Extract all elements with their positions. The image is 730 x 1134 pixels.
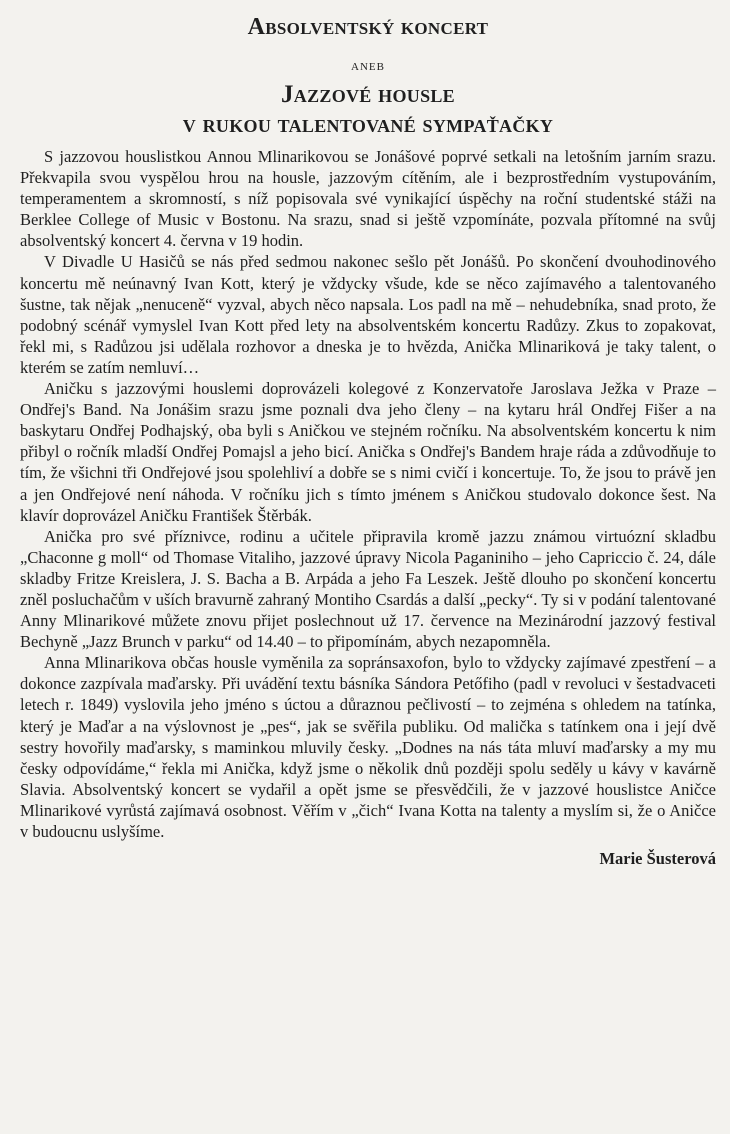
article-body	[20, 146, 716, 842]
title-connector: ANEB	[351, 61, 385, 73]
article-subtitle-line2: v rukou talentované sympaťačky	[182, 111, 554, 138]
author-signature: Marie Šusterová	[599, 849, 716, 869]
paragraph: Aničku s jazzovými houslemi doprovázeli kolegové z Konzervatoře Jaroslava Ježka v Praze – Ondřej's Band. Na Jonášim srazu jsme poznali dva jeho členy – na kytaru hrál Ondřej Fišer a na baskytaru Ondřej Podhajský, oba byli s Aničkou ve stejném ročníku. Na absolventském koncertu k nim přibyl o ročník mladší Ondřej Pomajsl a jeho bicí. Anička s Ondřej's Bandem hraje ráda a zdůvodňuje to tím, že všichni tři Ondřejové jsou spolehliví a dobře se s nimi cvičí i koncertuje. To, že jsou to právě jen a jen Ondřejové není náhoda. V ročníku jich s tímto jménem s Aničkou studovalo dokonce šest. Na klavír doprovázel Aničku František Štěrbák.	[20, 379, 716, 525]
paragraph: Anna Mlinarikova občas housle vyměnila za sopránsaxofon, bylo to vždycky zajímavé zpestření – a dokonce zazpívala maďarsky. Při uvádění textu básníka Sándora Petőfiho (padl v revoluci v šestadvaceti letech r. 1849) vyslovila jeho jméno s úctou a důraznou pečlivostí – to zejména s ohledem na tatínka, který je Maďar a na výslovnost je „pes“, jak se svěřila publiku. Od malička s tatínkem ona i její dvě sestry hovořily maďarsky, s maminkou mluvily česky. „Dodnes na nás táta mluví maďarsky a my mu česky odpovídáme,“ řekla mi Anička, když jsme o několik dnů později spolu seděly u kávy v kavárně Slavia. Absolventský koncert se vydařil a opět jsme se přesvědčili, že v jazzové houslistce Aničce Mlinarikové vyrůstá zajímavá osobnost. Věřím v „čich“ Ivana Kotta na talenty a myslím si, že o Aničce v budoucnu uslyšíme.	[20, 653, 716, 841]
paragraph: V Divadle U Hasičů se nás před sedmou nakonec sešlo pět Jonášů. Po skončení dvouhodinového koncertu mě neúnavný Ivan Kott, který je vždycky všude, kde se něco zajímavého a talentovaného šustne, tak nějak „nenuceně“ vyzval, abych něco napsala. Los padl na mě – nehudebníka, snad proto, že podobný scénář vymyslel Ivan Kott před lety na absolventském koncertu Radůzy. Zkus to zopakovat, řekl mi, s Radůzou jsi udělala rozhovor a dneska je to hvězda, Anička Mlinariková je taky talent, o kterém se zatím nemluví…	[20, 252, 716, 377]
article-subtitle-line1: Jazzové housle	[281, 81, 455, 108]
paragraph: Anička pro své příznivce, rodinu a učitele připravila kromě jazzu známou virtuózní skladbu „Chaconne g moll“ od Thomase Vitaliho, jazzové úpravy Nicola Paganiniho – jeho Capriccio č. 24, dále skladby Fritze Kreislera, J. S. Bacha a B. Arpáda a jeho Fa Leszek. Ještě dlouho po skončení koncertu zněl posluchačům v uších bravurně zahraný Montiho Csardás a další „pecky“. Ty si v podání talentované Anny Mlinarikové můžete znovu přijet poslechnout už 17. července na Mezinárodní jazzový festival Bechyně „Jazz Brunch v parku“ od 14.40 – to připomínám, abych nezapomněla.	[20, 526, 716, 652]
article-title: Absolventský koncert	[247, 14, 489, 40]
paragraph: S jazzovou houslistkou Annou Mlinarikovou se Jonášové poprvé setkali na letošním jarním srazu. Překvapila svou vyspělou hrou na housle, jazzovým cítěním, ale i bezprostředním vystupováním, temperamentem a skromností, s níž popisovala své vynikající úspěchy na roční studentské stáži na Berklee College of Music v Bostonu. Na srazu, snad si ještě vzpomínáte, pozvala přítomné na svůj absolventský koncert 4. června v 19 hodin.	[20, 147, 716, 251]
